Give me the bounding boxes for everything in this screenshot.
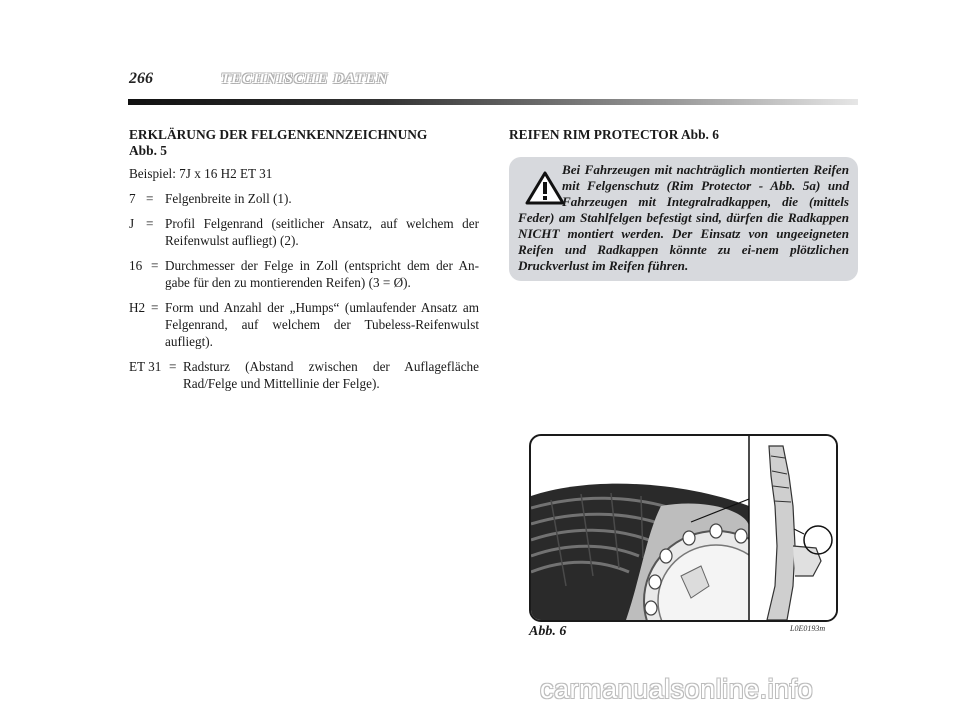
running-title: TECHNISCHE DATEN — [221, 71, 389, 87]
definition-text: Radsturz (Abstand zwischen der Auflagefläche Rad/Felge und Mittellinie der Felge). — [183, 359, 479, 391]
figure-caption: Abb. 6 — [529, 624, 567, 639]
definition-label: 16 = — [129, 258, 159, 273]
section-heading: REIFEN RIM PROTECTOR Abb. 6 — [509, 127, 719, 142]
header-rule — [128, 99, 858, 105]
definition-text: Form und Anzahl der „Humps“ (umlaufender Ansatz am Felgenrand, auf welchem der Tubeless-Reifenwulst aufliegt). — [165, 300, 479, 349]
definition-row — [129, 190, 479, 207]
tire-rim-illustration — [531, 436, 836, 620]
heading-line-2: Abb. 5 — [129, 143, 167, 158]
left-column — [129, 127, 479, 400]
definition-label: J = — [129, 216, 154, 231]
warning-text: Bei Fahrzeugen mit nachträglich montierten Reifen mit Felgenschutz (Rim Protector - Abb. 5a) und Fahrzeugen mit Integralradkappen, die (mittels Feder) am Stahlfelgen befestigt sind, dürfen die Radkappen NICHT montiert werden. Der Einsatz von ungeeigneten Reifen und Radkappen könnte zu ei-nem plötzlichen Druckverlust im Reifen führen. — [518, 162, 849, 273]
right-column — [509, 127, 859, 143]
definition-row — [129, 257, 479, 291]
definition-label: 7 = — [129, 191, 154, 206]
warning-text-container — [518, 162, 849, 274]
definition-row — [129, 358, 479, 392]
figure-frame — [529, 434, 838, 622]
definition-label: H2 = — [129, 300, 159, 315]
definition-text: Profil Felgenrand (seitlicher Ansatz, auf welchem der Reifenwulst aufliegt) (2). — [165, 216, 479, 248]
example-line: Beispiel: 7J x 16 H2 ET 31 — [129, 166, 273, 181]
definition-text: Durchmesser der Felge in Zoll (entspricht dem der An-gabe für den zu montierenden Reifen) (3 = Ø). — [165, 258, 479, 290]
section-heading — [129, 127, 479, 159]
watermark: carmanualsonline.info — [540, 674, 814, 704]
heading-line-1: ERKLÄRUNG DER FELGENKENNZEICHNUNG — [129, 127, 428, 142]
definition-label: ET 31 = — [129, 359, 177, 374]
page-number: 266 — [129, 70, 153, 87]
definition-row — [129, 215, 479, 249]
definition-text: Felgenbreite in Zoll (1). — [165, 191, 292, 206]
figure-code: L0E0193m — [790, 624, 826, 633]
warning-box — [509, 157, 858, 281]
definition-row — [129, 299, 479, 350]
